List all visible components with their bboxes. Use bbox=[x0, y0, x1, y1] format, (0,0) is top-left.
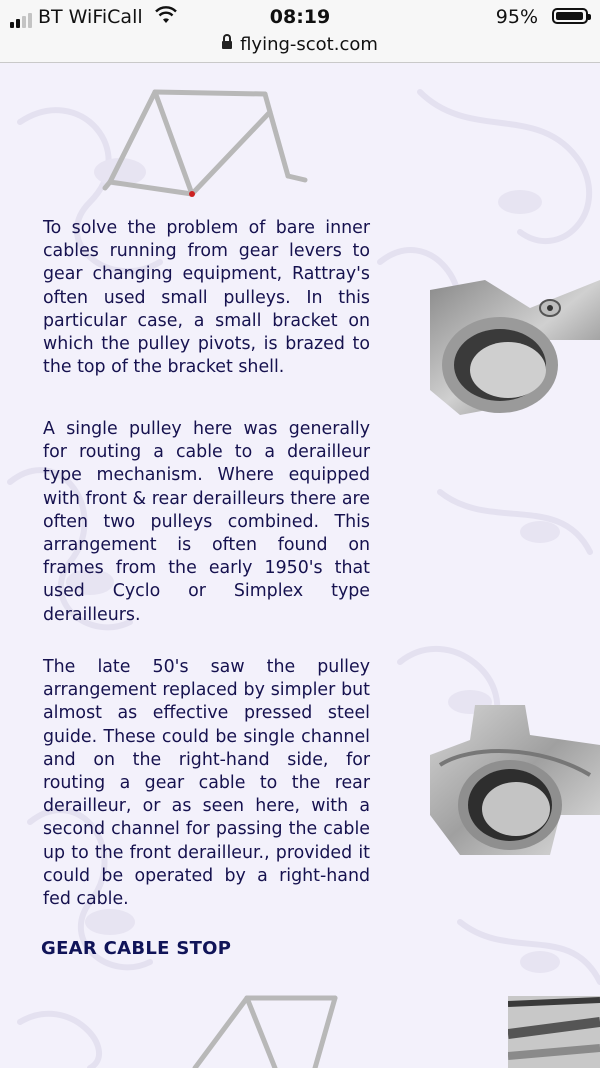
article-paragraph: A single pulley here was generally for routing a cable to a derailleur type mechanism. Where equipped with front & rear derailleurs there are often two pulleys combined. This arrangement is often found on frames from the early 1950's that used Cyclo or Simplex type derailleurs. bbox=[43, 419, 370, 625]
cable-guide-photo bbox=[430, 705, 600, 855]
address-bar[interactable] bbox=[0, 34, 600, 63]
status-bar bbox=[0, 0, 600, 34]
url-text[interactable]: flying-scot.com bbox=[240, 34, 378, 55]
carrier-label: BT WiFiCall bbox=[38, 6, 143, 28]
bracket-pulley-photo bbox=[430, 270, 600, 415]
article-paragraph: To solve the problem of bare inner cables running from gear levers to gear changing equipment, Rattray's often used small pulleys. In this particular case, a small bracket on which the pulley pivots, is brazed to the top of the bracket shell. bbox=[43, 218, 370, 378]
battery-icon bbox=[552, 8, 588, 24]
frame-tube-photo bbox=[508, 996, 600, 1068]
article-paragraph: The late 50's saw the pulley arrangement replaced by simpler but almost as effective pressed steel guide. These could be single channel and on the right-hand side, for routing a gear cable to the rear derailleur, or as seen here, with a second channel for passing the cable up to the front derailleur., provided it could be operated by a right-hand fed cable. bbox=[43, 657, 370, 910]
frame-diagram-image bbox=[185, 992, 340, 1068]
section-heading: GEAR CABLE STOP bbox=[41, 938, 232, 959]
clock: 08:19 bbox=[269, 6, 331, 28]
battery-percent: 95% bbox=[495, 6, 538, 28]
frame-diagram-image bbox=[100, 84, 315, 200]
lock-icon bbox=[222, 41, 232, 49]
